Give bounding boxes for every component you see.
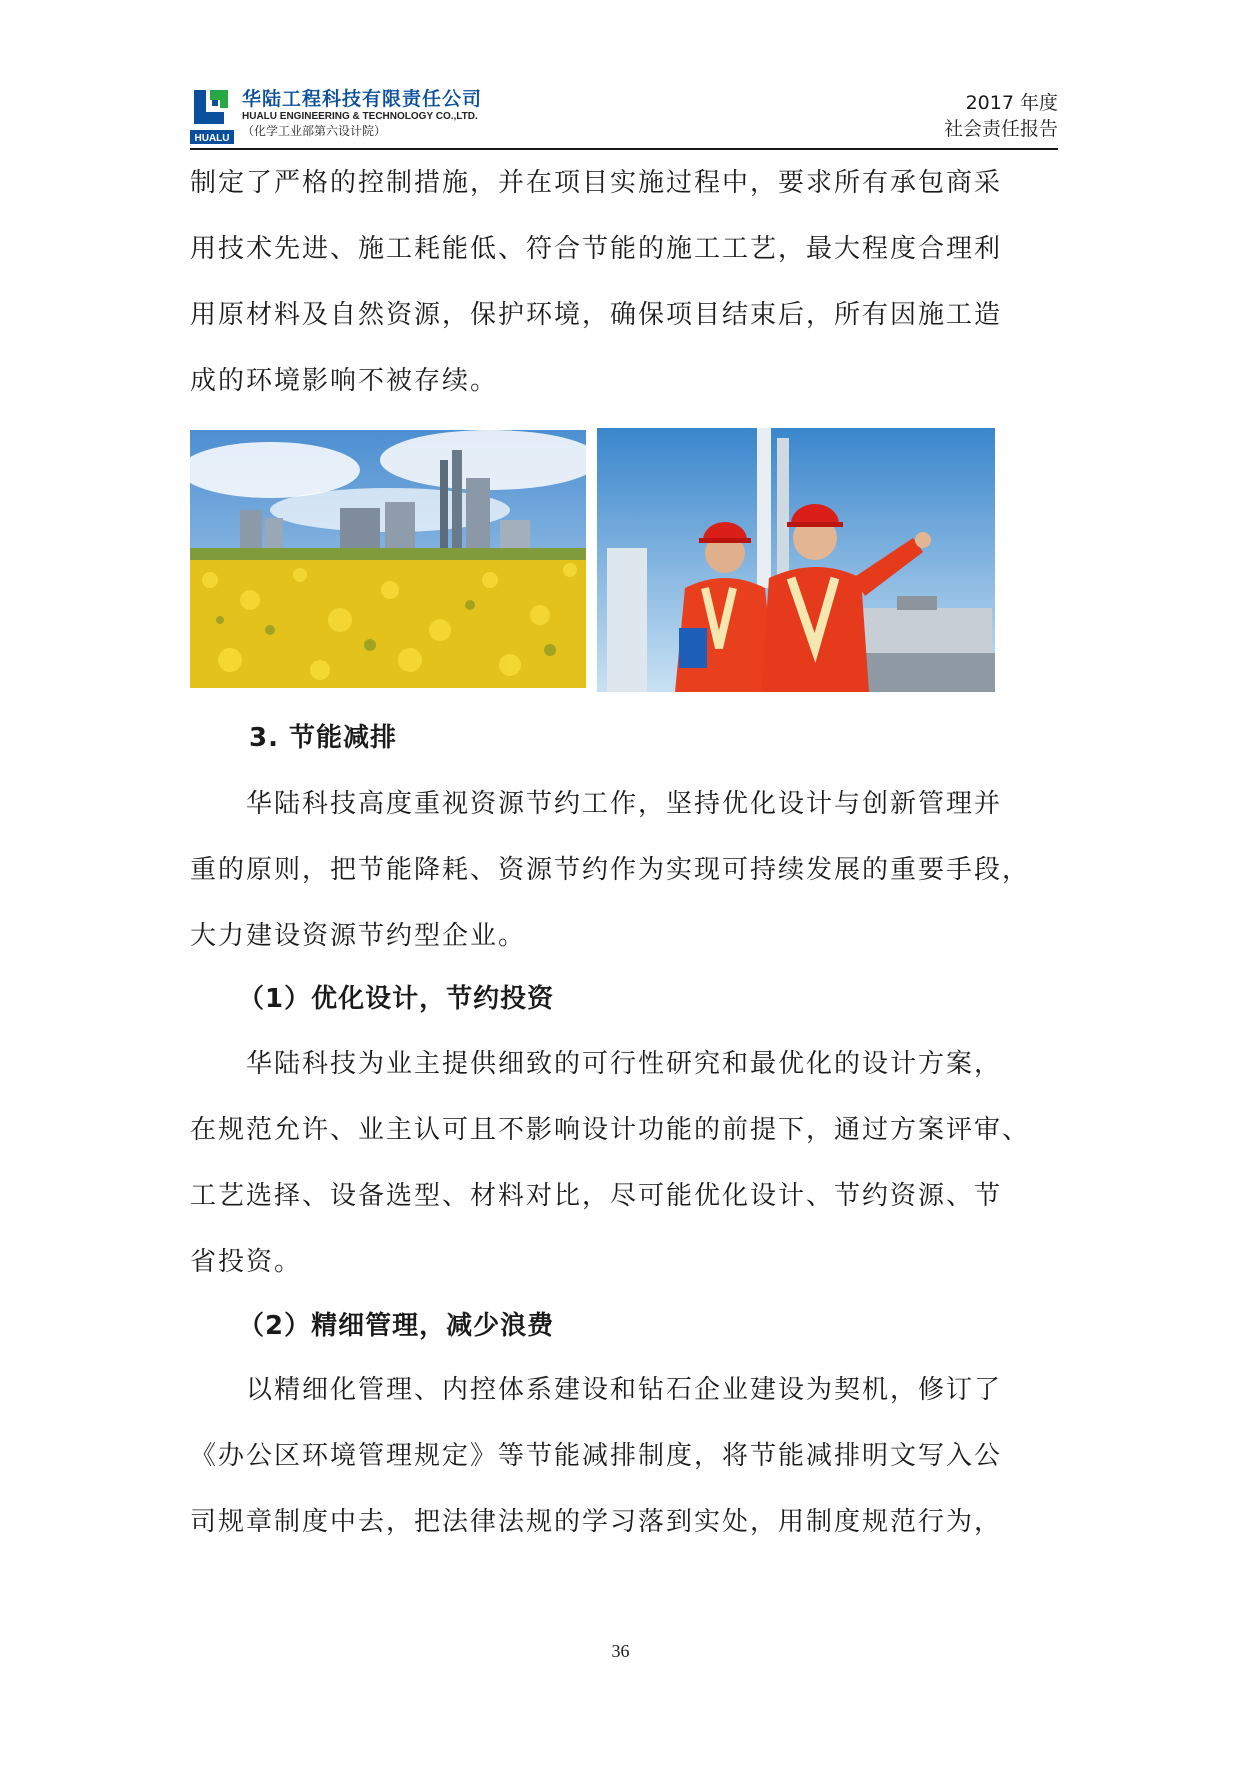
section-paragraph [190,771,1040,969]
text-line: 在规范允许、业主认可且不影响设计功能的前提下，通过方案评审、 [190,1115,1031,1145]
subsection-heading-1: （1）优化设计，节约投资 [238,984,555,1014]
report-title: 社会责任报告 [943,118,1058,140]
company-subtitle: （化学工业部第六设计院） [242,124,387,138]
text-line: 大力建设资源节约型企业。 [190,921,527,951]
company-name-cn: 华陆工程科技有限责任公司 [242,88,483,110]
photo-rapeseed-field [190,430,586,688]
subsection-paragraph-2 [190,1357,1040,1555]
section-heading: 3. 节能减排 [249,723,398,753]
text-line: 成的环境影响不被存续。 [190,366,499,396]
company-block [242,88,482,140]
text-line: 华陆科技为业主提供细致的可行性研究和最优化的设计方案， [246,1049,1003,1079]
text-line: 用原材料及自然资源，保护环境，确保项目结束后，所有因施工造 [190,300,1003,330]
text-line: 司规章制度中去，把法律法规的学习落到实处，用制度规范行为， [190,1507,1003,1537]
company-name-en: HUALU ENGINEERING & TECHNOLOGY CO.,LTD. [242,111,478,122]
text-line: 用技术先进、施工耗能低、符合节能的施工工艺，最大程度合理利 [190,234,1003,264]
text-line: 制定了严格的控制措施，并在项目实施过程中，要求所有承包商采 [190,168,1003,198]
logo-wordmark: HUALU [194,133,230,144]
hualu-logo [190,86,234,144]
text-line: 华陆科技高度重视资源节约工作，坚持优化设计与创新管理并 [246,789,1003,819]
text-line: 以精细化管理、内控体系建设和钻石企业建设为契机，修订了 [246,1375,1003,1405]
intro-paragraph [190,150,1040,414]
subsection-heading-2: （2）精细管理，减少浪费 [238,1311,555,1341]
text-line: 工艺选择、设备选型、材料对比，尽可能优化设计、节约资源、节 [190,1181,1003,1211]
subsection-paragraph-1 [190,1031,1040,1295]
text-line: 省投资。 [190,1247,303,1277]
report-year: 2017 年度 [965,92,1058,114]
photo-engineers-on-site [597,428,995,692]
page-header [190,86,1058,148]
text-line: 重的原则，把节能降耗、资源节约作为实现可持续发展的重要手段， [190,855,1031,885]
text-line: 《办公区环境管理规定》等节能减排制度，将节能减排明文写入公 [190,1441,1003,1471]
page-number: 36 [611,1641,630,1661]
